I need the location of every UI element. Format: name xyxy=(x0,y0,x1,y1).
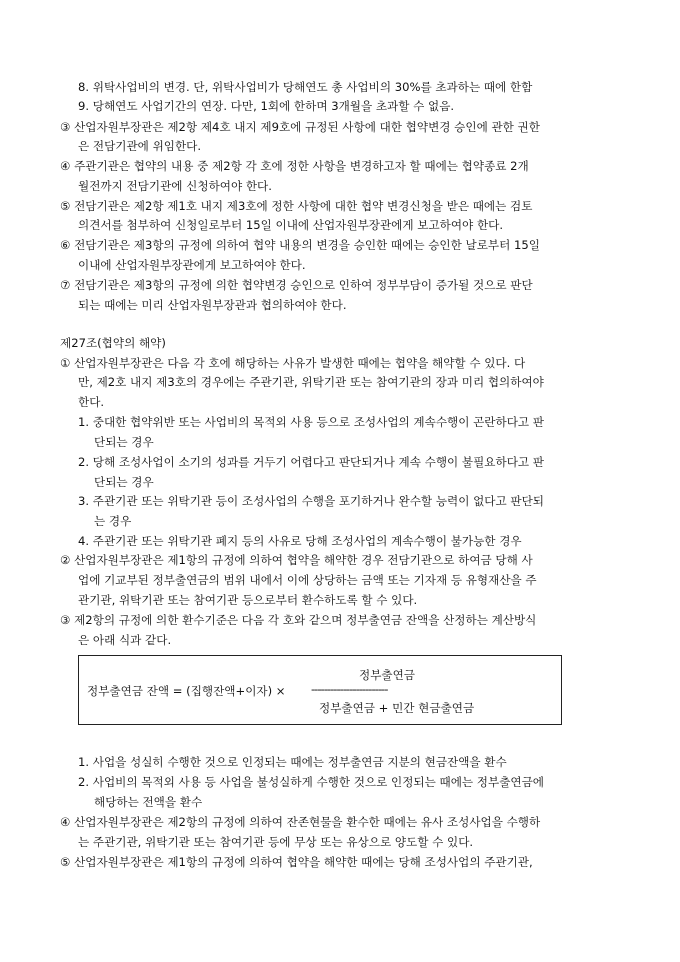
art27-clause-4-line-2: 는 주관기관, 위탁기관 또는 참여기관 등에 무상 또는 유상으로 양도할 수 있다. xyxy=(78,835,474,849)
art27-item-4: 4. 주관기관 또는 위탁기관 폐지 등의 사유로 당해 조성사업의 계속수행이 불가능한 경우 xyxy=(78,534,522,548)
clause-3-line-2: 은 전담기관에 위임한다. xyxy=(78,139,202,153)
clause-7-line-1: ⑦ 전담기관은 제3항의 규정에 의한 협약변경 승인으로 인하여 정부부담이 증가될 것으로 판단 xyxy=(60,278,533,292)
art27-clause-1-line-3: 한다. xyxy=(78,395,105,409)
art27-clause-1-line-1: ① 산업자원부장관은 다음 각 호에 해당하는 사유가 발생한 때에는 협약을 해약할 수 있다. 다 xyxy=(60,356,526,370)
art27-clause-3-line-2: 은 아래 식과 같다. xyxy=(78,633,172,647)
formula-box xyxy=(78,655,562,725)
art27-clause-1-line-2: 만, 제2호 내지 제3호의 경우에는 주관기관, 위탁기관 또는 참여기관의 장과 미리 협의하여야 xyxy=(78,375,544,389)
clause-5-line-2: 의견서를 첨부하여 신청일로부터 15일 이내에 산업자원부장관에게 보고하여야 한다. xyxy=(78,218,504,232)
clause-6-line-2: 이내에 산업자원부장관에게 보고하여야 한다. xyxy=(78,258,306,272)
clause-6-line-1: ⑥ 전담기관은 제3항의 규정에 의하여 협약 내용의 변경을 승인한 때에는 승인한 날로부터 15일 xyxy=(60,238,540,252)
art27-item-1-line-2: 단되는 경우 xyxy=(94,435,154,449)
clause-7-line-2: 되는 때에는 미리 산업자원부장관과 협의하여야 한다. xyxy=(78,298,347,312)
art27-clause-2-line-3: 관기관, 위탁기관 또는 참여기관 등으로부터 환수하도록 할 수 있다. xyxy=(78,593,418,607)
art27-item-2-line-1: 2. 당해 조성사업이 소기의 성과를 거두기 어렵다고 판단되거나 계속 수행이 불필요하다고 판 xyxy=(78,455,544,469)
art27-clause-5-line-1: ⑤ 산업자원부장관은 제1항의 규정에 의하여 협약을 해약한 때에는 당해 조성사업의 주관기관, xyxy=(60,855,533,869)
list-item-9: 9. 당해연도 사업기간의 연장. 다만, 1회에 한하며 3개월을 초과할 수 없음. xyxy=(78,99,455,113)
art27-item-2-line-2: 단되는 경우 xyxy=(94,475,154,489)
formula-numerator: 정부출연금 xyxy=(359,668,415,682)
art27-clause-3-item-2-line-1: 2. 사업비의 목적외 사용 등 사업을 불성실하게 수행한 것으로 인정되는 때에는 정부출연금에 xyxy=(78,775,544,789)
art27-clause-3-item-2-line-2: 해당하는 전액을 환수 xyxy=(94,795,203,809)
art27-clause-4-line-1: ④ 산업자원부장관은 제2항의 규정에 의하여 잔존현물을 환수한 때에는 유사 조성사업을 수행하 xyxy=(60,815,541,829)
art27-item-3-line-2: 는 경우 xyxy=(94,514,132,528)
clause-3-line-1: ③ 산업자원부장관은 제2항 제4호 내지 제9호에 규정된 사항에 대한 협약변경 승인에 관한 권한 xyxy=(60,120,540,134)
formula-denominator: 정부출연금 + 민간 현금출연금 xyxy=(319,701,475,715)
art27-clause-2-line-1: ② 산업자원부장관은 제1항의 규정에 의하여 협약을 해약한 경우 전담기관으로 하여금 당해 사 xyxy=(60,553,533,567)
art27-clause-3-line-1: ③ 제2항의 규정에 의한 환수기준은 다음 각 호와 같으며 정부출연금 잔액을 산정하는 계산방식 xyxy=(60,613,537,627)
list-item-8: 8. 위탁사업비의 변경. 단, 위탁사업비가 당해연도 총 사업비의 30%를 초과하는 때에 한함 xyxy=(78,80,533,94)
art27-item-1-line-1: 1. 중대한 협약위반 또는 사업비의 목적외 사용 등으로 조성사업의 계속수행이 곤란하다고 판 xyxy=(78,415,544,429)
art27-item-3-line-1: 3. 주관기관 또는 위탁기관 등이 조성사업의 수행을 포기하거나 완수할 능력이 없다고 판단되 xyxy=(78,494,544,508)
formula-lhs: 정부출연금 잔액 = (집행잔액+이자) × xyxy=(87,684,286,698)
clause-4-line-2: 월전까지 전담기관에 신청하여야 한다. xyxy=(78,179,272,193)
art27-clause-2-line-2: 업에 기교부된 정부출연금의 범위 내에서 이에 상당하는 금액 또는 기자재 등 유형재산을 주 xyxy=(78,573,537,587)
clause-5-line-1: ⑤ 전담기관은 제2항 제1호 내지 제3호에 정한 사항에 대한 협약 변경신청을 받은 때에는 검토 xyxy=(60,199,533,213)
article-27-heading: 제27조(협약의 해약) xyxy=(60,336,166,350)
formula-fraction-bar: ------------------------ xyxy=(311,682,388,696)
clause-4-line-1: ④ 주관기관은 협약의 내용 중 제2항 각 호에 정한 사항을 변경하고자 할 때에는 협약종료 2개 xyxy=(60,159,529,173)
art27-clause-3-item-1: 1. 사업을 성실히 수행한 것으로 인정되는 때에는 정부출연금 지분의 현금잔액을 환수 xyxy=(78,755,507,769)
